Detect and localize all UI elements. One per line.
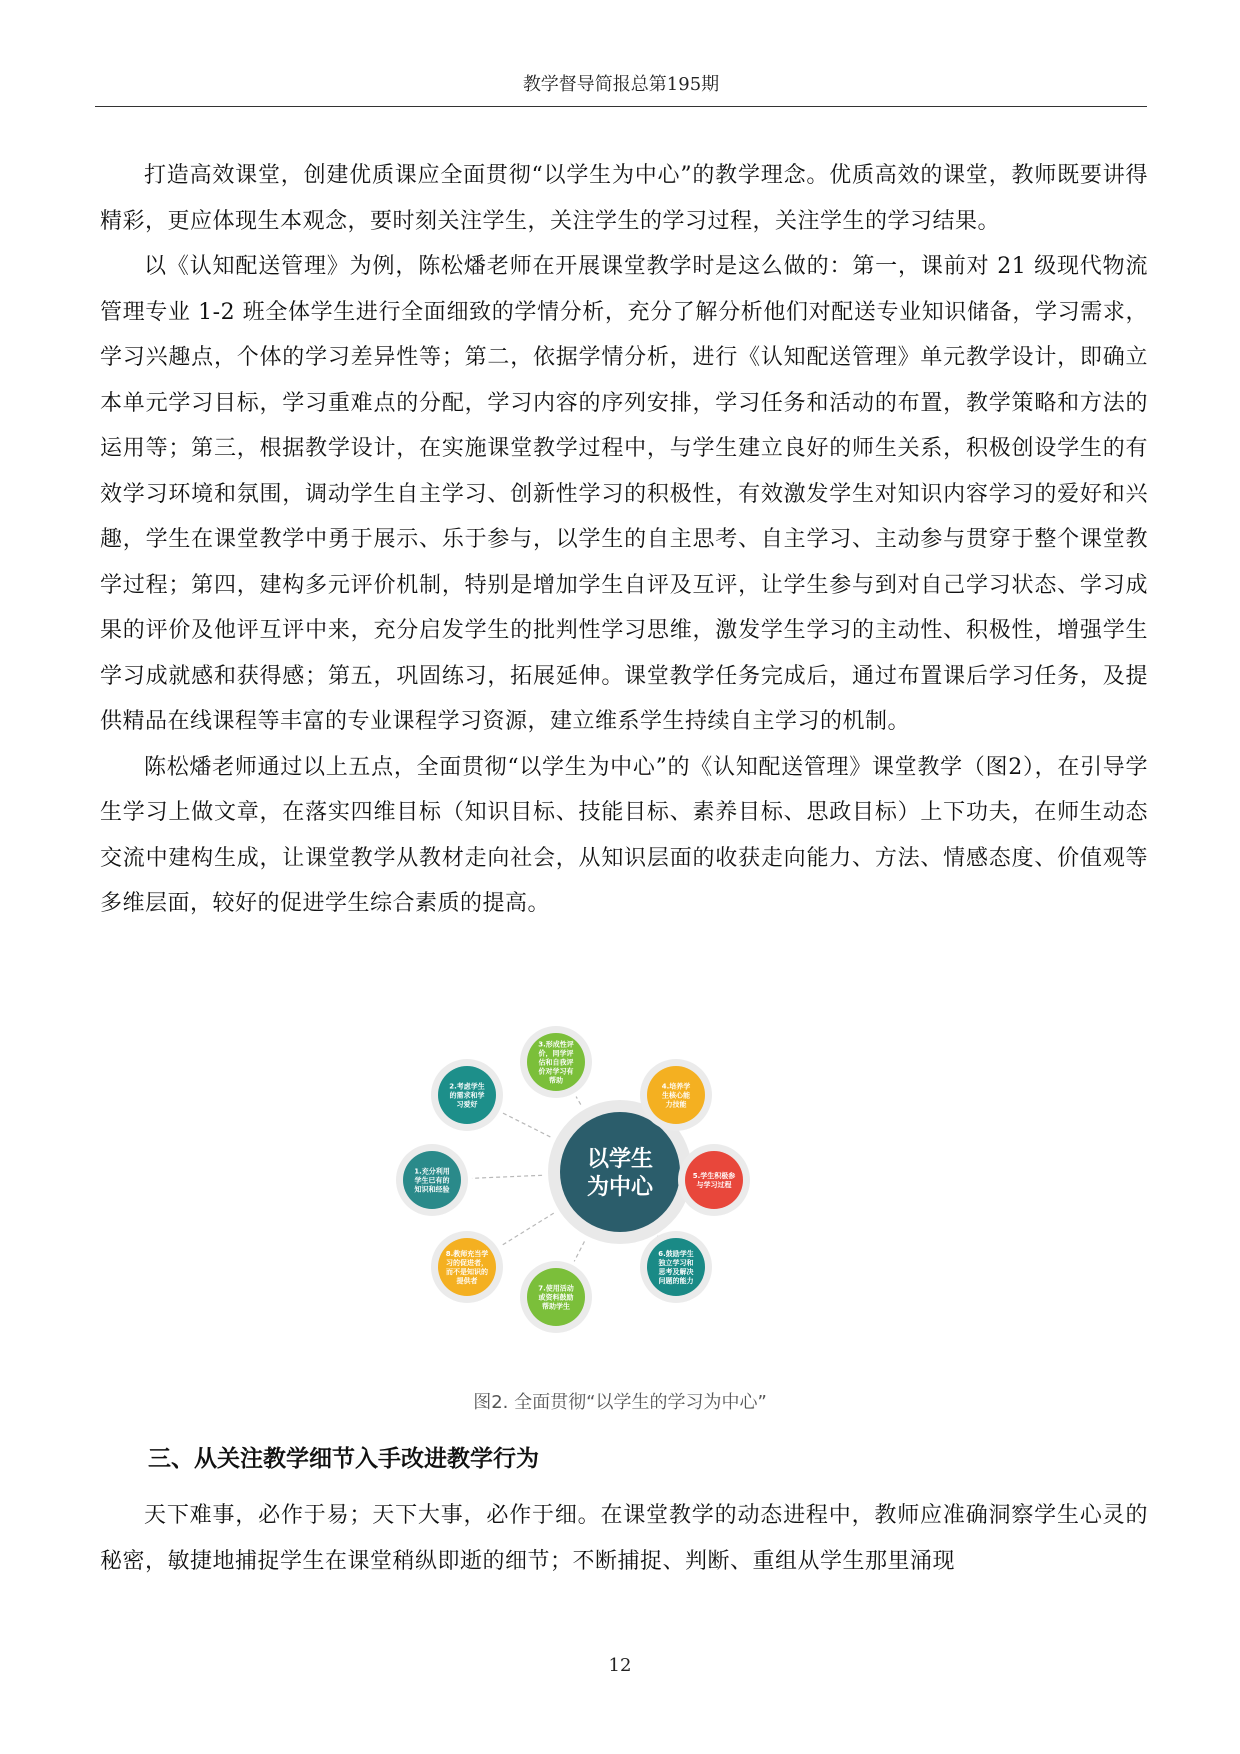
node-circle bbox=[685, 1151, 743, 1209]
node-label: 习爱好 bbox=[456, 1100, 478, 1109]
page-header: 教学督导简报总第195期 bbox=[522, 74, 720, 95]
node-label: 5.学生积极参 bbox=[692, 1172, 736, 1180]
paragraph: 天下难事，必作于易；天下大事，必作于细。在课堂教学的动态进程中，教师应准确洞察学生心灵的秘密，敏捷地捕捉学生在课堂稍纵即逝的细节；不断捕捉、判断、重组从学生那里涌现 bbox=[100, 1503, 1148, 1574]
connector-line bbox=[574, 1241, 584, 1261]
node-label: 力技能 bbox=[665, 1100, 687, 1109]
connector-line bbox=[472, 1175, 542, 1178]
node-label: 知识和经验 bbox=[414, 1185, 450, 1194]
connector-line bbox=[503, 1113, 551, 1137]
node-circle bbox=[647, 1238, 705, 1296]
node-label: 或资料鼓励 bbox=[538, 1293, 574, 1302]
body-text-bottom bbox=[100, 1493, 1148, 1584]
diagram-svg bbox=[385, 1022, 855, 1382]
figure-caption: 图2. 全面贯彻“以学生的学习为中心” bbox=[473, 1392, 767, 1413]
paragraph: 陈松燔老师通过以上五点，全面贯彻“以学生为中心”的《认知配送管理》课堂教学（图2），在引导学生学习上做文章，在落实四维目标（知识目标、技能目标、素养目标、思政目标）上下功夫，在师生动态交流中建构生成，让课堂教学从教材走向社会，从知识层面的收获走向能力、方法、情感态度、价值观等多维层面，较好的促进学生综合素质的提高。 bbox=[100, 754, 1148, 916]
node-label: 2.考虑学生 bbox=[449, 1082, 485, 1091]
node-label: 估和自我评 bbox=[538, 1058, 574, 1067]
page-number: 12 bbox=[608, 1655, 632, 1676]
node-label: 问题的能力 bbox=[658, 1277, 694, 1285]
paragraph: 打造高效课堂，创建优质课应全面贯彻“以学生为中心”的教学理念。优质高效的课堂，教师既要讲得精彩，更应体现生本观念，要时刻关注学生，关注学生的学习过程，关注学生的学习结果。 bbox=[100, 163, 1148, 234]
center-label-line1: 以学生 bbox=[586, 1147, 654, 1172]
body-text-top bbox=[100, 153, 1148, 927]
node-label: 8.教师充当学 bbox=[445, 1250, 489, 1258]
node-label: 帮助 bbox=[549, 1076, 563, 1085]
node-label: 3.形成性评 bbox=[538, 1040, 574, 1049]
node-label: 价对学习有 bbox=[538, 1067, 574, 1076]
node-label: 1.充分利用 bbox=[414, 1167, 450, 1176]
connector-line bbox=[576, 1097, 581, 1105]
node-label: 与学习过程 bbox=[696, 1181, 732, 1189]
paragraph: 以《认知配送管理》为例，陈松燔老师在开展课堂教学时是这么做的：第一，课前对 21 级现代物流管理专业 1-2 班全体学生进行全面细致的学情分析，充分了解分析他们对配送专业知识储备，学习需求，学习兴趣点，个体的学习差异性等；第二，依据学情分析，进行《认知配送管理》单元教学设计，即确立本单元学习目标，学习重难点的分配，学习内容的序列安排，学习任务和活动的布置，教学策略和方法的运用等；第三，根据教学设计，在实施课堂教学过程中，与学生建立良好的师生关系，积极创设学生的有效学习环境和氛围，调动学生自主学习、创新性学习的积极性，有效激发学生对知识内容学习的爱好和兴趣，学生在课堂教学中勇于展示、乐于参与，以学生的自主思考、自主学习、主动参与贯穿于整个课堂教学过程；第四，建构多元评价机制，特别是增加学生自评及互评，让学生参与到对自己学习状态、学习成果的评价及他评互评中来，充分启发学生的批判性学习思维，激发学生学习的主动性、积极性，增强学生学习成就感和获得感；第五，巩固练习，拓展延伸。课堂教学任务完成后，通过布置课后学习任务，及提供精品在线课程等丰富的专业课程学习资源，建立维系学生持续自主学习的机制。 bbox=[100, 254, 1148, 734]
node-label: 独立学习和 bbox=[658, 1259, 694, 1267]
node-label: 6.鼓励学生 bbox=[658, 1250, 694, 1258]
center-circle bbox=[560, 1112, 680, 1232]
node-label: 而不是知识的 bbox=[446, 1268, 488, 1276]
node-label: 思考及解决 bbox=[658, 1268, 694, 1276]
student-center-diagram bbox=[385, 1022, 855, 1417]
node-label: 习的促进者， bbox=[446, 1259, 488, 1267]
node-label: 7.使用活动 bbox=[538, 1284, 574, 1293]
node-label: 学生已有的 bbox=[414, 1176, 450, 1185]
section-heading: 三、从关注教学细节入手改进教学行为 bbox=[148, 1446, 539, 1472]
node-label: 价，同学评 bbox=[538, 1049, 574, 1058]
node-label: 提供者 bbox=[456, 1277, 478, 1285]
node-label: 的需求和学 bbox=[449, 1091, 485, 1100]
node-label: 生核心能 bbox=[662, 1091, 690, 1100]
node-label: 帮助学生 bbox=[542, 1302, 570, 1311]
node-circle bbox=[438, 1238, 496, 1296]
node-label: 4.培养学 bbox=[661, 1082, 691, 1091]
header-divider bbox=[95, 106, 1147, 107]
center-label-line2: 为中心 bbox=[586, 1175, 654, 1200]
connector-line bbox=[501, 1213, 554, 1246]
